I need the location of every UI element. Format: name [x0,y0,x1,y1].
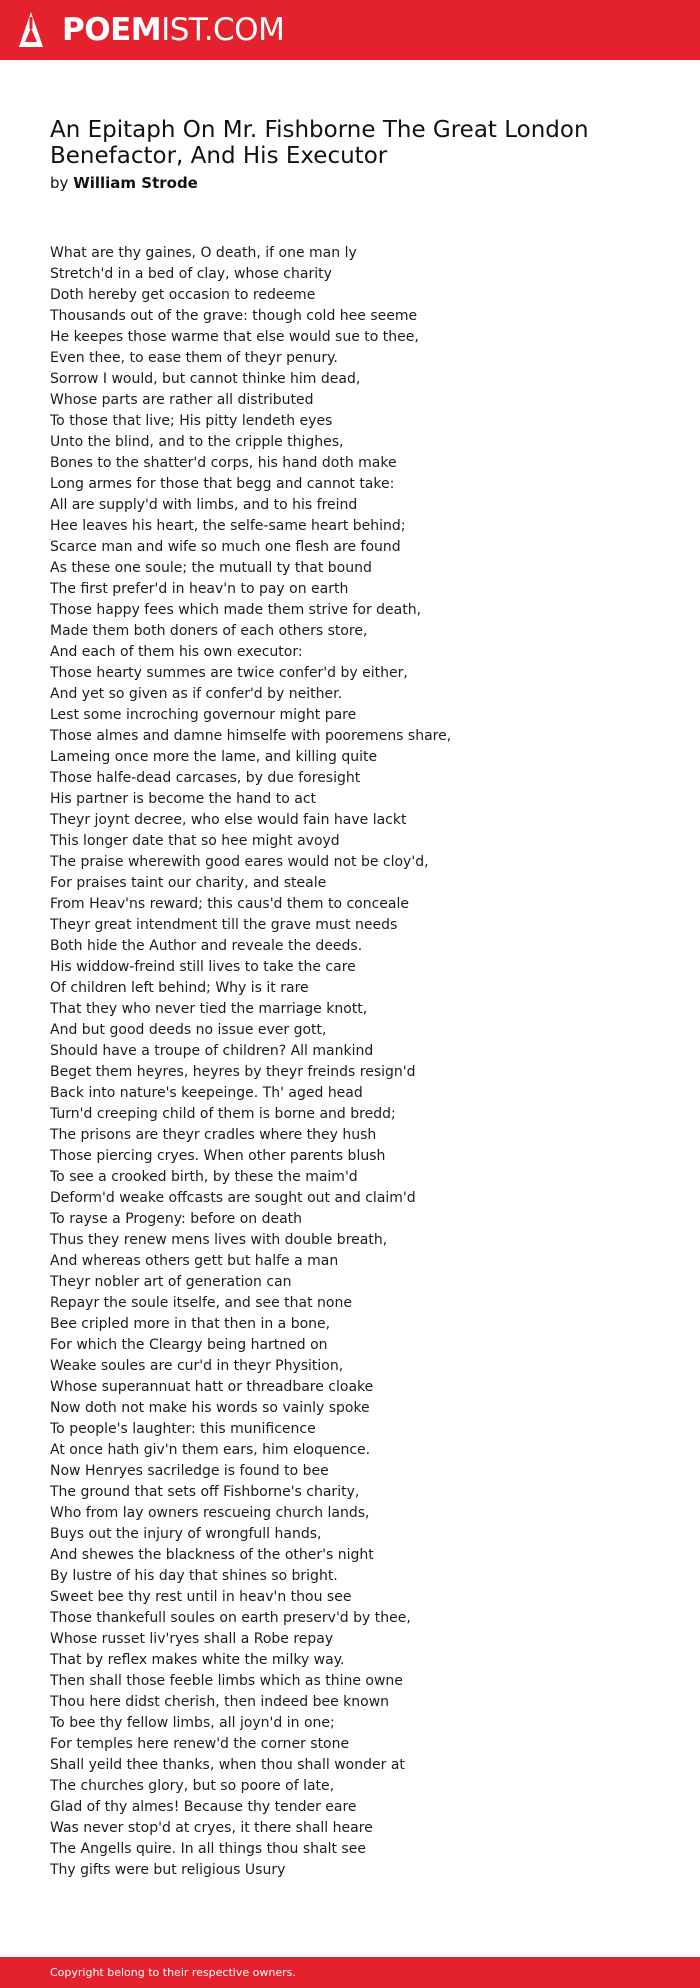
poem-line: For praises taint our charity, and steale [50,875,327,891]
poem-line: At once hath giv'n them ears, him eloquence. [50,1442,371,1458]
poem-line: Scarce man and wife so much one flesh are found [50,539,401,555]
author-link[interactable]: William Strode [73,174,198,192]
poem-line: Sweet bee thy rest until in heav'n thou see [50,1589,352,1605]
poem-line: Bones to the shatter'd corps, his hand doth make [50,455,397,471]
poem-line: Even thee, to ease them of theyr penury. [50,350,338,366]
site-header [0,0,700,60]
poem-line: Stretch'd in a bed of clay, whose charity [50,266,332,282]
poem-line: Hee leaves his heart, the selfe-same heart behind; [50,518,406,534]
poem-line: To people's laughter: this munificence [50,1421,316,1437]
poem-line: Lest some incroching governour might pare [50,707,357,723]
poem-line: Whose parts are rather all distributed [50,392,314,408]
poem-line: Should have a troupe of children? All mankind [50,1043,374,1059]
poem-line: Who from lay owners rescueing church lands, [50,1505,370,1521]
poem-line: His widdow-freind still lives to take the care [50,959,356,975]
poem-line: The prisons are theyr cradles where they hush [50,1127,377,1143]
poem-line: For which the Cleargy being hartned on [50,1337,328,1353]
poem-line: Doth hereby get occasion to redeeme [50,287,316,303]
poem-line: Theyr nobler art of generation can [50,1274,292,1290]
poem-line: He keepes those warme that else would sue to thee, [50,329,419,345]
poem-line: As these one soule; the mutuall ty that bound [50,560,372,576]
site-footer [0,1957,700,1988]
poem-line: What are thy gaines, O death, if one man ly [50,245,357,261]
logo-bold-text: POEM [62,12,162,48]
logo-rest-text: IST.COM [161,12,285,48]
poem-line: Beget them heyres, heyres by theyr freinds resign'd [50,1064,416,1080]
poem-line: The churches glory, but so poore of late, [50,1778,335,1794]
poem-line: And shewes the blackness of the other's night [50,1547,374,1563]
poem-line: Now Henryes sacriledge is found to bee [50,1463,329,1479]
poem-line: That they who never tied the marriage knott, [50,1001,368,1017]
poem-line: Thou here didst cherish, then indeed bee known [50,1694,390,1710]
poem-line: Whose russet liv'ryes shall a Robe repay [50,1631,334,1647]
poem-line: And yet so given as if confer'd by neither. [50,686,343,702]
poem-line: That by reflex makes white the milky way. [50,1652,345,1668]
poem-line: Thousands out of the grave: though cold hee seeme [50,308,418,324]
poem-line: Those hearty summes are twice confer'd by either, [50,665,408,681]
poem-line: Buys out the injury of wrongfull hands, [50,1526,322,1542]
poem-line: Back into nature's keepeinge. Th' aged head [50,1085,363,1101]
poem-line: Thus they renew mens lives with double breath, [50,1232,388,1248]
poem-line: All are supply'd with limbs, and to his freind [50,497,358,513]
poem-line: Those almes and damne himselfe with pooremens share, [50,728,452,744]
poem-line: Whose superannuat hatt or threadbare cloake [50,1379,374,1395]
poem-line: The first prefer'd in heav'n to pay on earth [50,581,349,597]
poem-line: Those happy fees which made them strive for death, [50,602,422,618]
poem-line: Glad of thy almes! Because thy tender eare [50,1799,357,1815]
poem-line: And whereas others gett but halfe a man [50,1253,339,1269]
poem-line: Unto the blind, and to the cripple thighes, [50,434,344,450]
poem-line: And each of them his own executor: [50,644,303,660]
poem-line: To bee thy fellow limbs, all joyn'd in one; [50,1715,335,1731]
copyright-text: Copyright belong to their respective owners. [50,1966,296,1979]
poem-title: An Epitaph On Mr. Fishborne The Great London Benefactor, And His Executor [50,117,589,169]
poem-line: Bee cripled more in that then in a bone, [50,1316,331,1332]
poem-line: From Heav'ns reward; this caus'd them to conceale [50,896,409,912]
poem-line: Then shall those feeble limbs which as thine owne [50,1673,403,1689]
pen-nib-icon [18,11,44,51]
poem-line: Repayr the soule itselfe, and see that none [50,1295,352,1311]
poem-line: Of children left behind; Why is it rare [50,980,309,996]
poem-line: This longer date that so hee might avoyd [50,833,340,849]
poem-line: Sorrow I would, but cannot thinke him dead, [50,371,361,387]
poem-line: Those halfe-dead carcases, by due foresight [50,770,361,786]
poem-line: Thy gifts were but religious Usury [50,1862,286,1878]
poem-line: To rayse a Progeny: before on death [50,1211,303,1227]
poem-line: The ground that sets off Fishborne's charity, [50,1484,360,1500]
poem-line: For temples here renew'd the corner stone [50,1736,350,1752]
poem-line: Made them both doners of each others store, [50,623,368,639]
poem-line: Lameing once more the lame, and killing quite [50,749,378,765]
poem-line: Turn'd creeping child of them is borne and bredd; [50,1106,396,1122]
byline [50,173,198,193]
poem-line: To see a crooked birth, by these the maim'd [50,1169,358,1185]
site-logo-link[interactable] [62,11,284,49]
poem-line: The Angells quire. In all things thou shalt see [50,1841,366,1857]
poem-line: To those that live; His pitty lendeth eyes [50,413,333,429]
byline-prefix: by [50,174,69,192]
poem-line: By lustre of his day that shines so bright. [50,1568,338,1584]
poem-line: Long armes for those that begg and cannot take: [50,476,395,492]
poem-line: Those piercing cryes. When other parents blush [50,1148,386,1164]
poem-line: And but good deeds no issue ever gott, [50,1022,327,1038]
poem-line: Those thankefull soules on earth preserv'd by thee, [50,1610,411,1626]
poem-body [50,243,650,1881]
poem-line: Was never stop'd at cryes, it there shall heare [50,1820,373,1836]
poem-line: His partner is become the hand to act [50,791,317,807]
poem-line: Deform'd weake offcasts are sought out and claim'd [50,1190,416,1206]
poem-line: Both hide the Author and reveale the deeds. [50,938,363,954]
poem-line: Theyr great intendment till the grave must needs [50,917,398,933]
poem-line: Shall yeild thee thanks, when thou shall wonder at [50,1757,405,1773]
poem-line: Theyr joynt decree, who else would fain have lackt [50,812,407,828]
poem-line: Now doth not make his words so vainly spoke [50,1400,370,1416]
poem-line: Weake soules are cur'd in theyr Physition, [50,1358,344,1374]
poem-line: The praise wherewith good eares would not be cloy'd, [50,854,429,870]
